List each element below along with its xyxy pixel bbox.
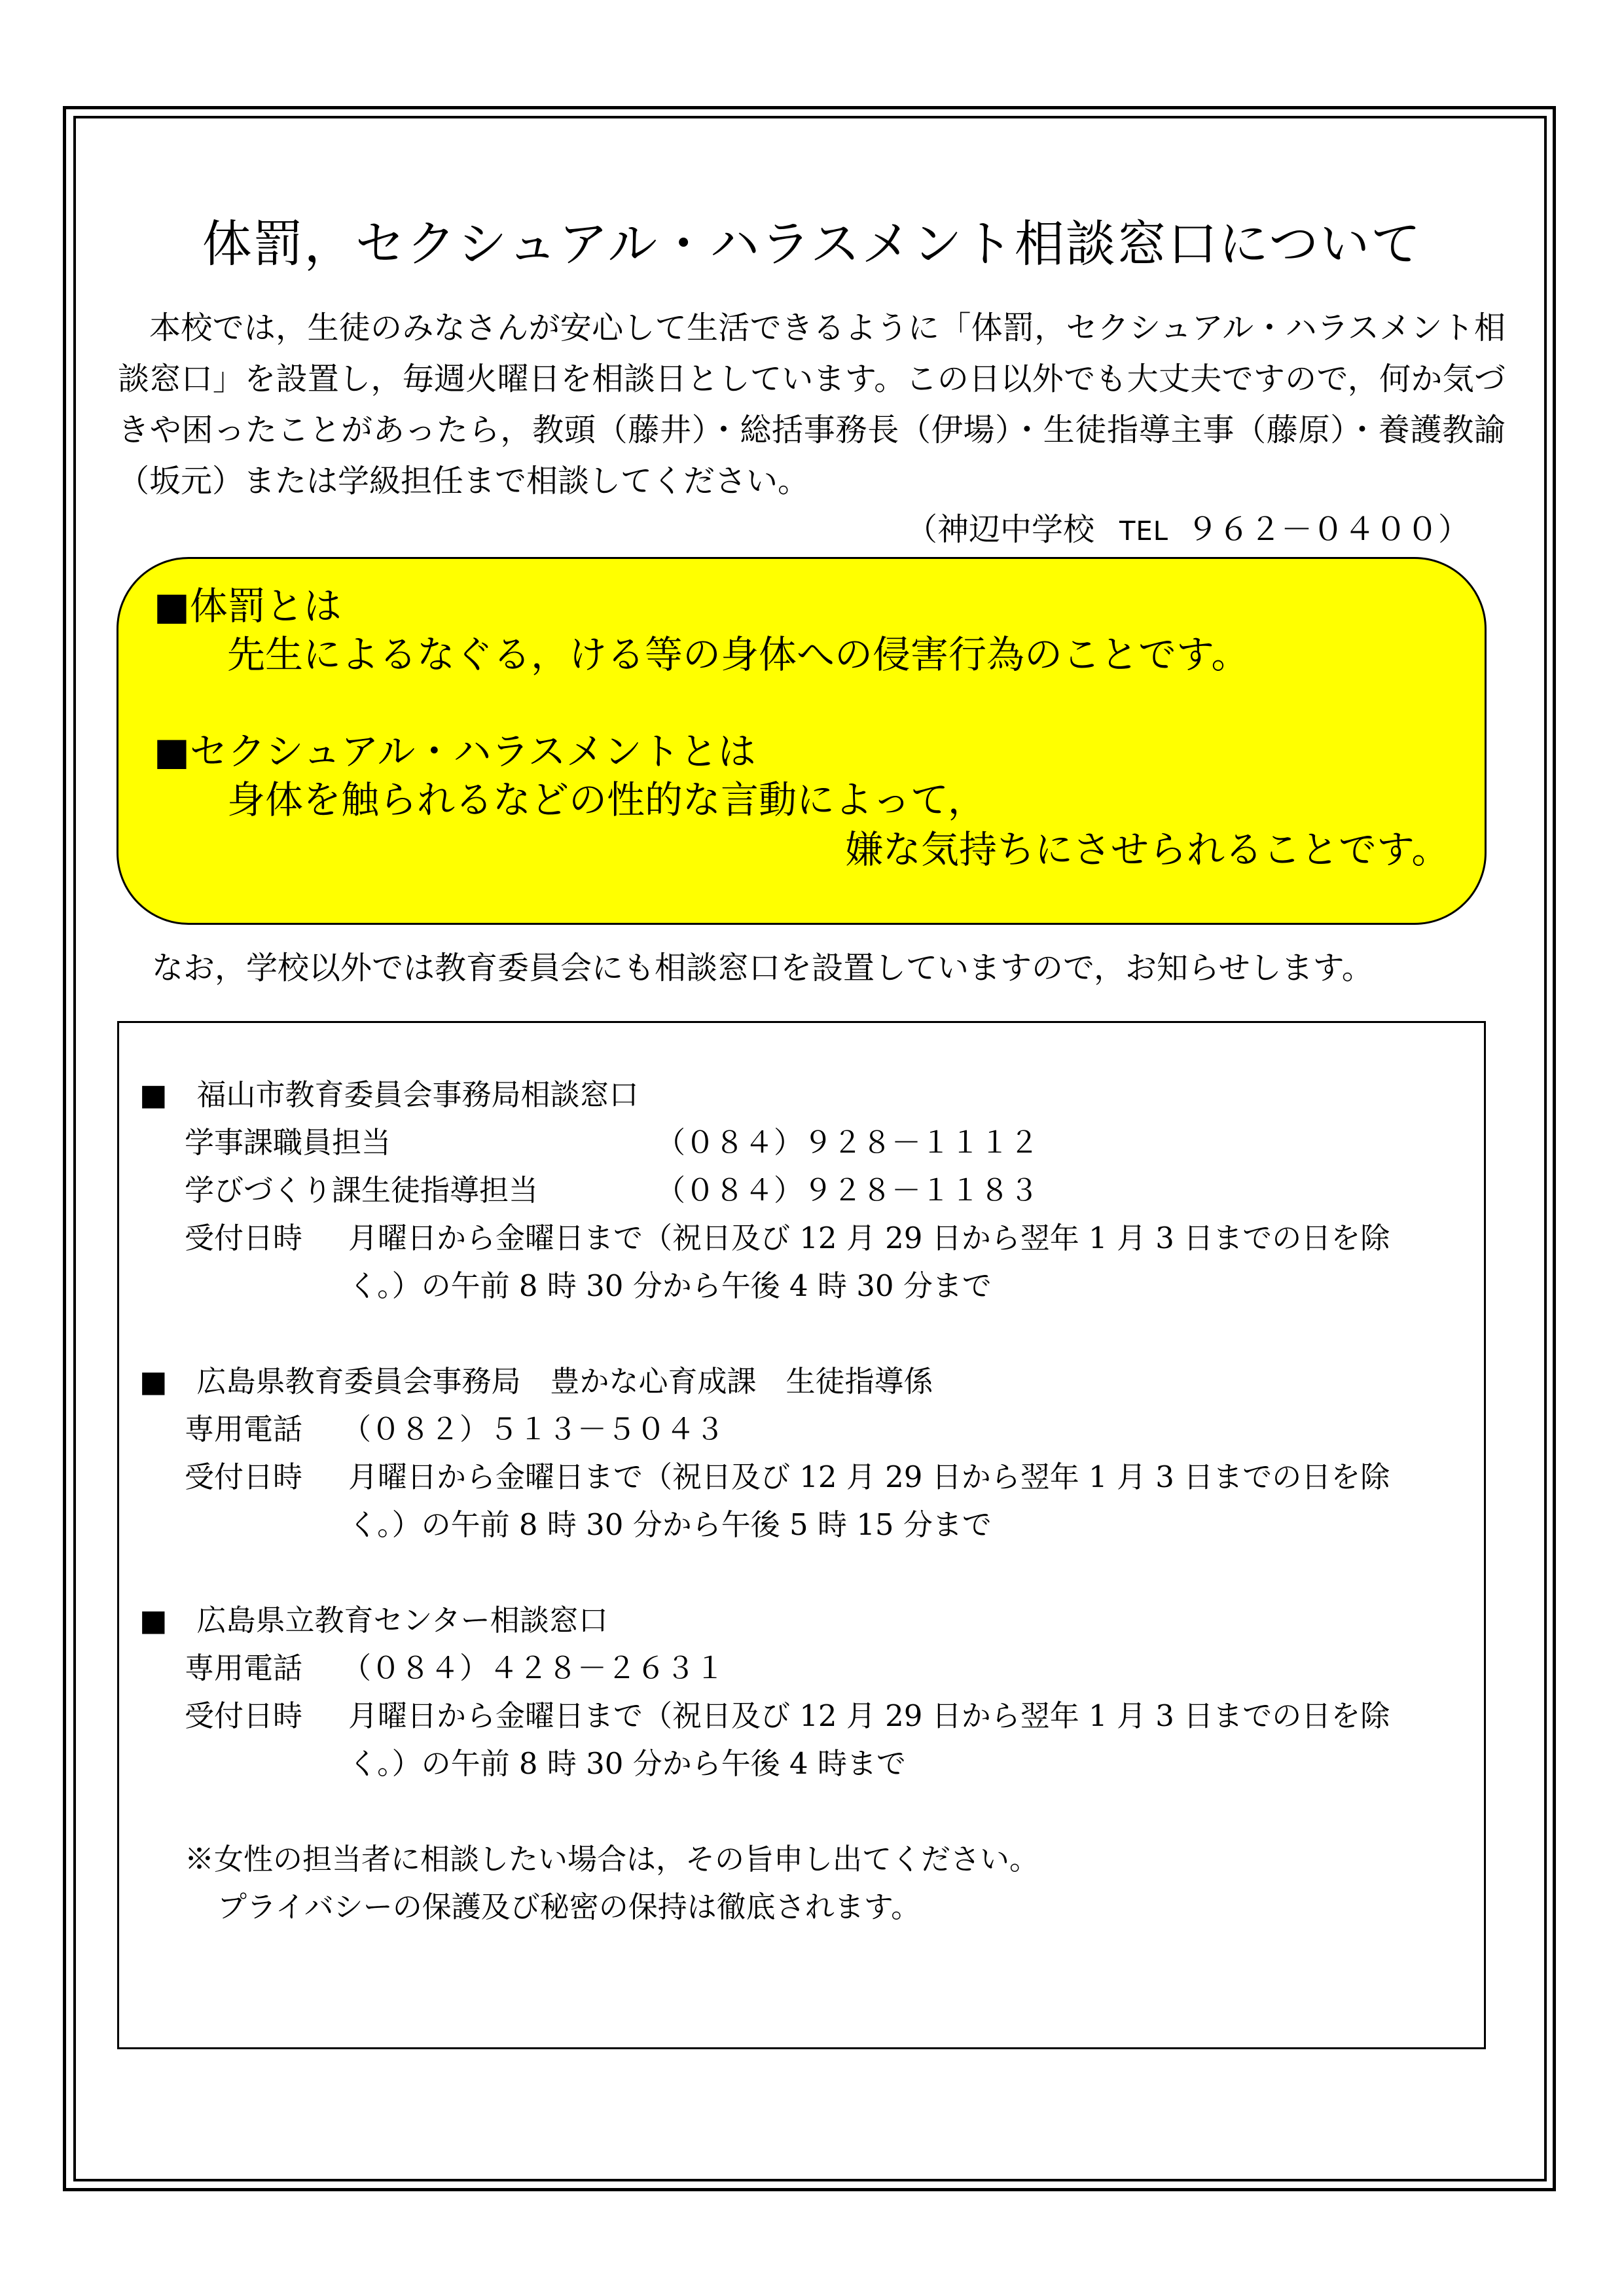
fukuyama-line2-tel: （０８４）９２８－１１８３ [656, 1173, 1039, 1208]
education-center-name: ■ 広島県立教育センター相談窓口 [139, 1603, 608, 1638]
education-center-phone: （０８４）４２８－２６３１ [342, 1651, 725, 1685]
school-name: （神辺中学校 [905, 511, 1094, 548]
page-title: 体罰，セクシュアル・ハラスメント相談窓口について [202, 214, 1422, 273]
hiroshima-board-name: ■ 広島県教育委員会事務局 豊かな心育成課 生徒指導係 [139, 1364, 933, 1399]
fukuyama-line1-label: 学事課職員担当 [185, 1125, 391, 1160]
fukuyama-line2-label: 学びづくり課生徒指導担当 [185, 1173, 539, 1208]
harassment-definition-1: 身体を触られるなどの性的な言動によって， [227, 778, 986, 822]
hiroshima-board-phone: （０８２）５１３－５０４３ [342, 1412, 725, 1446]
fukuyama-hours-2: く。）の午前 8 時 30 分から午後 4 時 30 分まで [348, 1268, 992, 1303]
harassment-heading: ■セクシュアル・ハラスメントとは [154, 729, 756, 774]
education-center-hours-1: 月曜日から金曜日まで（祝日及び 12 月 29 日から翌年 1 月 3 日までの日を除 [348, 1698, 1390, 1733]
hiroshima-board-hours-label: 受付日時 [185, 1460, 303, 1494]
intro-paragraph [118, 302, 1506, 507]
hiroshima-board-phone-label: 専用電話 [185, 1412, 303, 1446]
harassment-definition-2: 嫌な気持ちにさせられることです。 [845, 827, 1450, 872]
fukuyama-hours-label: 受付日時 [185, 1221, 303, 1255]
tel-label: TEL [1119, 516, 1168, 547]
education-center-hours-label: 受付日時 [185, 1698, 303, 1733]
school-phone: ９６２－０４００） [1186, 511, 1470, 548]
education-center-phone-label: 専用電話 [185, 1651, 303, 1685]
definitions-box [117, 557, 1487, 925]
notice-text: なお，学校以外では教育委員会にも相談窓口を設置していますので，お知らせします。 [152, 950, 1373, 986]
hiroshima-board-hours-2: く。）の午前 8 時 30 分から午後 5 時 15 分まで [348, 1507, 992, 1542]
hiroshima-board-hours-1: 月曜日から金曜日まで（祝日及び 12 月 29 日から翌年 1 月 3 日までの日を除 [348, 1460, 1390, 1494]
fukuyama-line1-tel: （０８４）９２８－１１１２ [656, 1125, 1039, 1160]
footnote-female-staff: ※女性の担当者に相談したい場合は，その旨申し出てください。 [185, 1842, 1039, 1876]
fukuyama-hours-1: 月曜日から金曜日まで（祝日及び 12 月 29 日から翌年 1 月 3 日までの日を除 [348, 1221, 1390, 1255]
school-contact [906, 504, 1470, 557]
education-center-hours-2: く。）の午前 8 時 30 分から午後 4 時まで [348, 1746, 906, 1781]
intro-text: 本校では，生徒のみなさんが安心して生活できるように「体罰，セクシュアル・ハラスメント相談窓口」を設置し，毎週火曜日を相談日としています。この日以外でも大丈夫ですので，何か気づきや困ったことがあったら，教頭（藤井）・総括事務長（伊場）・生徒指導主事（藤原）・養護教諭（坂元）または学級担任まで相談してください。 [118, 310, 1506, 499]
fukuyama-office-name: ■ 福山市教育委員会事務局相談窓口 [139, 1077, 639, 1112]
corporal-definition: 先生によるなぐる，ける等の身体への侵害行為のことです。 [227, 632, 1250, 677]
footnote-privacy: プライバシーの保護及び秘密の保持は徹底されます。 [217, 1890, 921, 1924]
consultation-offices-box [117, 1021, 1486, 2049]
corporal-heading: ■体罰とは [154, 584, 342, 628]
